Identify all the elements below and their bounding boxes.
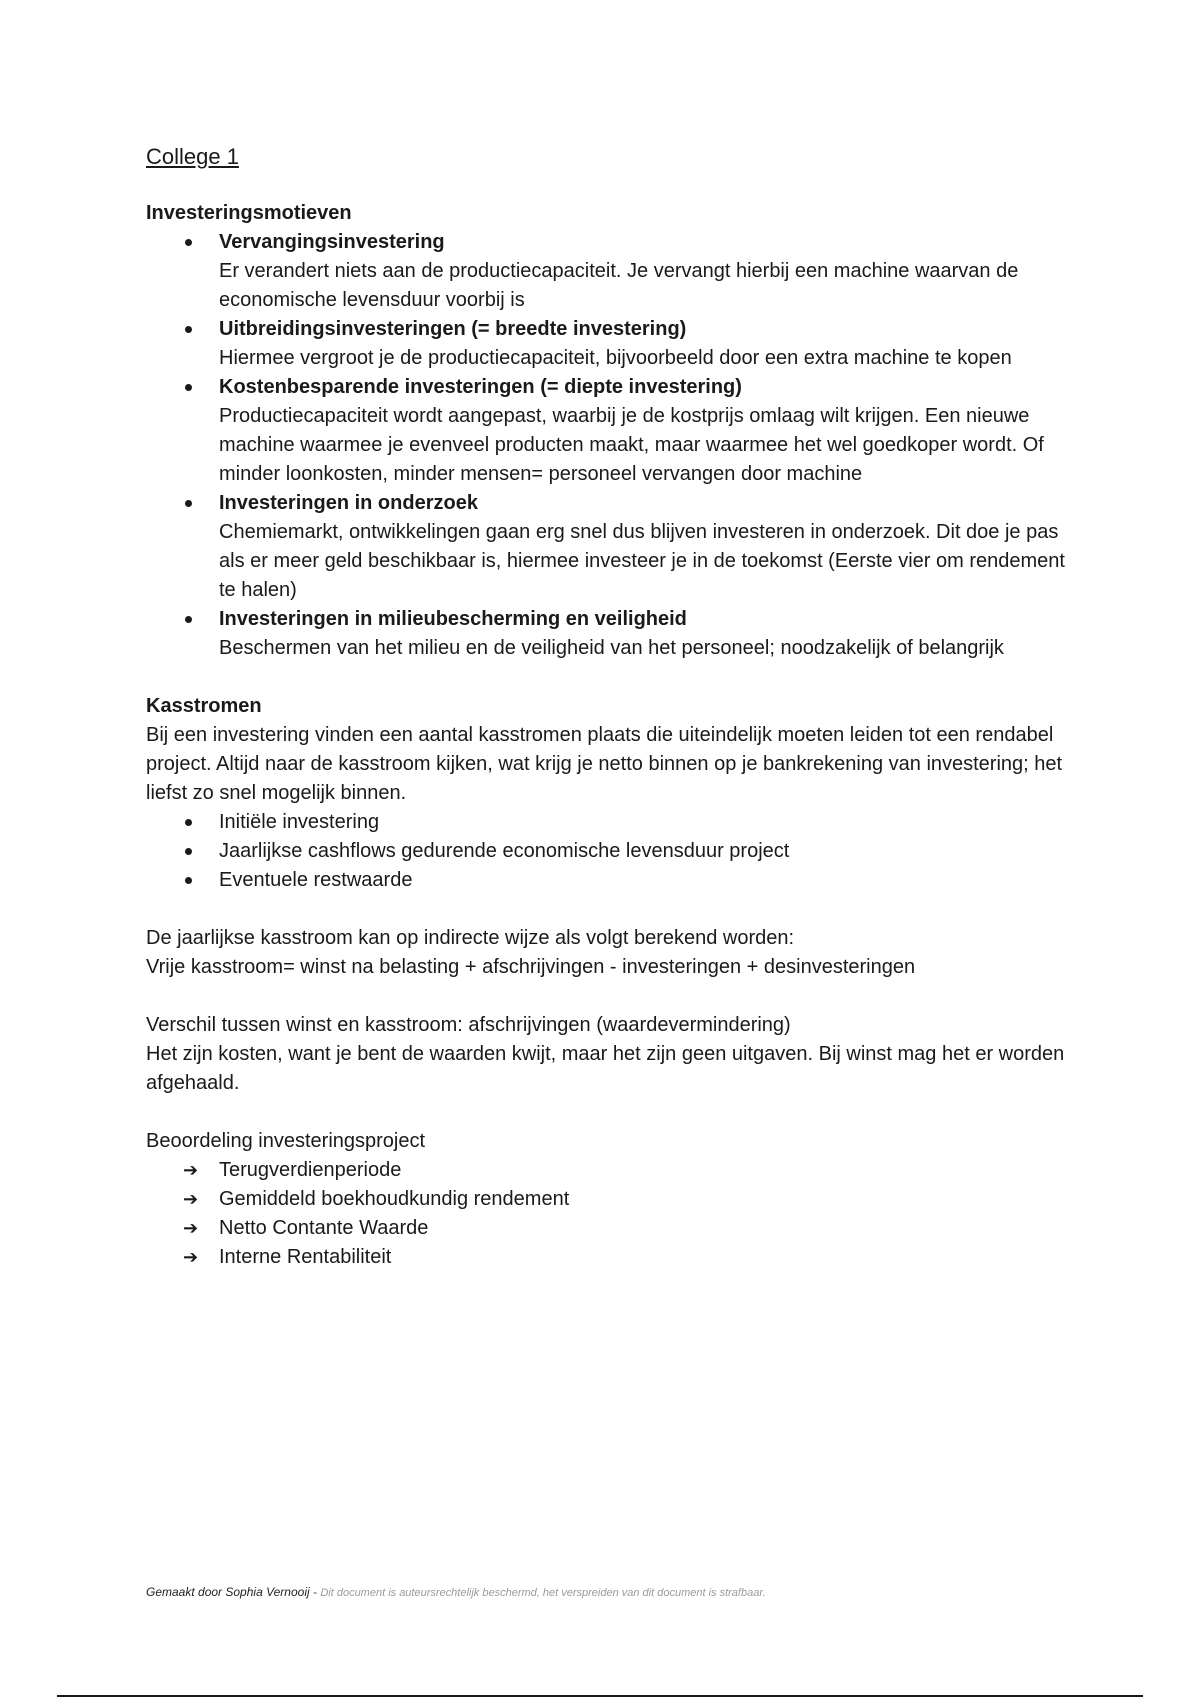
assessment-list bbox=[146, 1156, 1066, 1272]
footer-copyright-notice: Dit document is auteursrechtelijk beschermd, het verspreiden van dit document is strafbaar. bbox=[320, 1587, 766, 1599]
arrow-right-icon: ➔ bbox=[183, 1160, 199, 1180]
page-title: College 1 bbox=[146, 144, 239, 169]
list-item-label: Terugverdienperiode bbox=[219, 1159, 402, 1181]
list-item bbox=[146, 1156, 1066, 1185]
list-item-description: Beschermen van het milieu en de veiligheid van het personeel; noodzakelijk of belangrijk bbox=[219, 637, 1004, 659]
list-item: Initiële investering bbox=[146, 808, 1066, 837]
list-item-label: Netto Contante Waarde bbox=[219, 1217, 429, 1239]
list-item-title: Investeringen in onderzoek bbox=[219, 492, 478, 514]
list-item bbox=[146, 1214, 1066, 1243]
kasstromen-intro: Bij een investering vinden een aantal kasstromen plaats die uiteindelijk moeten leiden tot een rendabel project. Altijd naar de kasstroom kijken, wat krijg je netto binnen op je bankrekening van investering; het liefst zo snel mogelijk binnen. bbox=[146, 724, 1063, 804]
list-item-label: Interne Rentabiliteit bbox=[219, 1246, 392, 1268]
calculation-line: De jaarlijkse kasstroom kan op indirecte wijze als volgt berekend worden: bbox=[146, 927, 795, 949]
list-item bbox=[146, 373, 1066, 489]
list-item-title: Uitbreidingsinvesteringen (= breedte investering) bbox=[219, 318, 687, 340]
list-item bbox=[146, 228, 1066, 315]
footer-separator: - bbox=[309, 1585, 321, 1599]
arrow-right-icon: ➔ bbox=[183, 1247, 199, 1267]
list-item bbox=[146, 489, 1066, 605]
spacer bbox=[146, 895, 1066, 924]
list-item-description: Er verandert niets aan de productiecapaciteit. Je vervangt hierbij een machine waarvan de economische levensduur voorbij is bbox=[219, 260, 1019, 311]
list-item-label: Gemiddeld boekhoudkundig rendement bbox=[219, 1188, 570, 1210]
spacer bbox=[146, 1098, 1066, 1127]
list-item bbox=[146, 315, 1066, 373]
assessment-heading: Beoordeling investeringsproject bbox=[146, 1130, 426, 1152]
cashflow-list bbox=[146, 808, 1066, 895]
list-item: Eventuele restwaarde bbox=[146, 866, 1066, 895]
footer-author: Gemaakt door Sophia Vernooij bbox=[146, 1585, 310, 1599]
section-heading-kasstromen: Kasstromen bbox=[146, 695, 262, 717]
list-item-description: Hiermee vergroot je de productiecapaciteit, bijvoorbeeld door een extra machine te kopen bbox=[219, 347, 1012, 369]
bottom-divider bbox=[57, 1695, 1143, 1697]
difference-explanation: Het zijn kosten, want je bent de waarden kwijt, maar het zijn geen uitgaven. Bij winst mag het er worden afgehaald. bbox=[146, 1043, 1065, 1094]
spacer bbox=[146, 663, 1066, 692]
difference-line: Verschil tussen winst en kasstroom: afschrijvingen (waardevermindering) bbox=[146, 1014, 791, 1036]
section-heading-investeringsmotieven: Investeringsmotieven bbox=[146, 202, 352, 224]
list-item-title: Vervangingsinvestering bbox=[219, 231, 445, 253]
arrow-right-icon: ➔ bbox=[183, 1189, 199, 1209]
list-item bbox=[146, 1243, 1066, 1272]
list-item bbox=[146, 605, 1066, 663]
list-item-title: Investeringen in milieubescherming en veiligheid bbox=[219, 608, 687, 630]
list-item-description: Chemiemarkt, ontwikkelingen gaan erg snel dus blijven investeren in onderzoek. Dit doe je pas als er meer geld beschikbaar is, hiermee investeer je in de toekomst (Eerste vier om rendement te halen) bbox=[219, 521, 1065, 601]
list-item-title: Kostenbesparende investeringen (= diepte investering) bbox=[219, 376, 742, 398]
investment-motives-list bbox=[146, 228, 1066, 663]
arrow-right-icon: ➔ bbox=[183, 1218, 199, 1238]
formula-line: Vrije kasstroom= winst na belasting + afschrijvingen - investeringen + desinvesteringen bbox=[146, 956, 916, 978]
spacer bbox=[146, 982, 1066, 1011]
list-item bbox=[146, 1185, 1066, 1214]
page-footer bbox=[146, 1584, 766, 1601]
list-item: Jaarlijkse cashflows gedurende economische levensduur project bbox=[146, 837, 1066, 866]
list-item-description: Productiecapaciteit wordt aangepast, waarbij je de kostprijs omlaag wilt krijgen. Een nieuwe machine waarmee je evenveel producten maakt, maar waarmee het wel goedkoper wordt. Of minder loonkosten, minder mensen= personeel vervangen door machine bbox=[219, 405, 1044, 485]
document-page bbox=[146, 142, 1066, 1272]
